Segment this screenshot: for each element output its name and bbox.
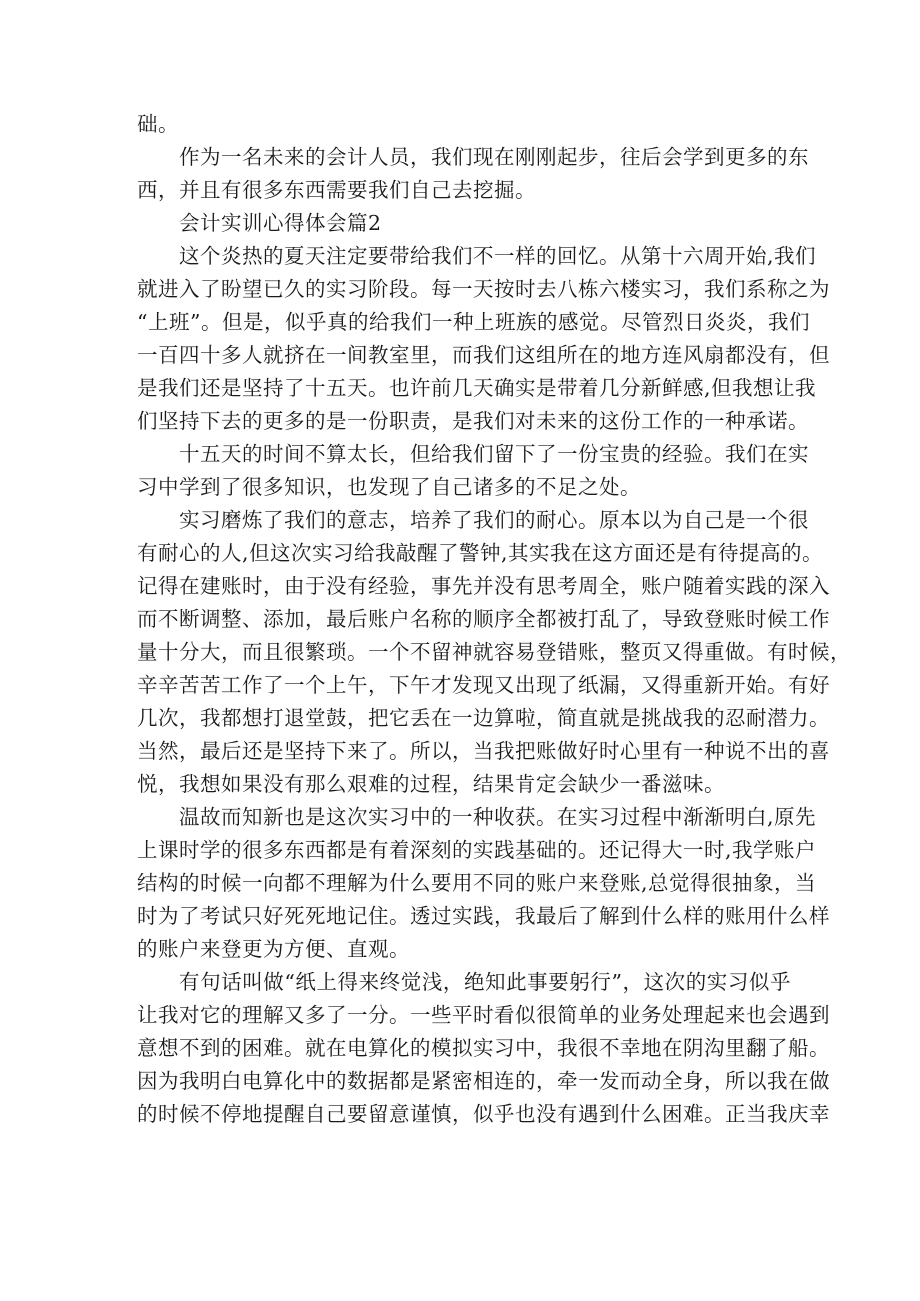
- text-line: 是我们还是坚持了十五天。也许前几天确实是带着几分新鲜感,但我想让我: [137, 376, 817, 400]
- text-line: 而不断调整、添加，最后账户名称的顺序全都被打乱了，导致登账时候工作: [137, 607, 830, 631]
- text-line: 们坚持下去的更多的是一份职责，是我们对未来的这份工作的一种承诺。: [137, 409, 809, 433]
- text-line: 量十分大，而且很繁琐。一个不留神就容易登错账，整页又得重做。有时候，: [137, 640, 851, 664]
- text-line: 西，并且有很多东西需要我们自己去挖掘。: [137, 178, 536, 202]
- text-line: 记得在建账时，由于没有经验，事先并没有思考周全，账户随着实践的深入: [137, 574, 830, 598]
- text-line: 温故而知新也是这次实习中的一种收获。在实习过程中渐渐明白,原先: [179, 805, 817, 829]
- text-line: 时为了考试只好死死地记住。透过实践，我最后了解到什么样的账用什么样: [137, 904, 830, 928]
- text-line: 一百四十多人就挤在一间教室里，而我们这组所在的地方连风扇都没有，但: [137, 343, 830, 367]
- section-heading: 会计实训心得体会篇2: [179, 211, 382, 235]
- text-line: 这个炎热的夏天注定要带给我们不一样的回忆。从第十六周开始,我们: [179, 244, 817, 268]
- text-line: 让我对它的理解又多了一分。一些平时看似很简单的业务处理起来也会遇到: [137, 1003, 830, 1027]
- text-line: 当然，最后还是坚持下来了。所以，当我把账做好时心里有一种说不出的喜: [137, 739, 830, 763]
- text-line: 的账户来登更为方便、直观。: [137, 937, 410, 961]
- text-line: 习中学到了很多知识，也发现了自己诸多的不足之处。: [137, 475, 641, 499]
- text-line: 悦，我想如果没有那么艰难的过程，结果肯定会缺少一番滋味。: [137, 772, 725, 796]
- text-line: 有耐心的人,但这次实习给我敲醒了警钟,其实我在这方面还是有待提高的。: [137, 541, 824, 565]
- text-line: 因为我明白电算化中的数据都是紧密相连的，牵一发而动全身，所以我在做: [137, 1069, 830, 1093]
- document-body: [137, 108, 851, 1131]
- text-line: 实习磨炼了我们的意志，培养了我们的耐心。原本以为自己是一个很: [179, 508, 809, 532]
- text-line: 的时候不停地提醒自己要留意谨慎，似乎也没有遇到什么困难。正当我庆幸: [137, 1102, 830, 1126]
- text-line: 上课时学的很多东西都是有着深刻的实践基础的。还记得大一时,我学账户: [137, 838, 817, 862]
- text-line: 作为一名未来的会计人员，我们现在刚刚起步，往后会学到更多的东: [179, 145, 809, 169]
- text-line: 有句话叫做“纸上得来终觉浅，绝知此事要躬行”，这次的实习似乎: [179, 970, 791, 994]
- text-line: 结构的时候一向都不理解为什么要用不同的账户来登账,总觉得很抽象，当: [137, 871, 817, 895]
- text-line: 础。: [137, 112, 179, 136]
- text-line: 辛辛苦苦工作了一个上午，下午才发现又出现了纸漏，又得重新开始。有好: [137, 673, 830, 697]
- text-line: 十五天的时间不算太长，但给我们留下了一份宝贵的经验。我们在实: [179, 442, 809, 466]
- text-line: 几次，我都想打退堂鼓，把它丢在一边算啦，简直就是挑战我的忍耐潜力。: [137, 706, 830, 730]
- text-line: 就进入了盼望已久的实习阶段。每一天按时去八栋六楼实习，我们系称之为: [137, 277, 830, 301]
- text-line: “上班”。但是，似乎真的给我们一种上班族的感觉。尽管烈日炎炎，我们: [137, 310, 810, 334]
- text-line: 意想不到的困难。就在电算化的模拟实习中，我很不幸地在阴沟里翻了船。: [137, 1036, 830, 1060]
